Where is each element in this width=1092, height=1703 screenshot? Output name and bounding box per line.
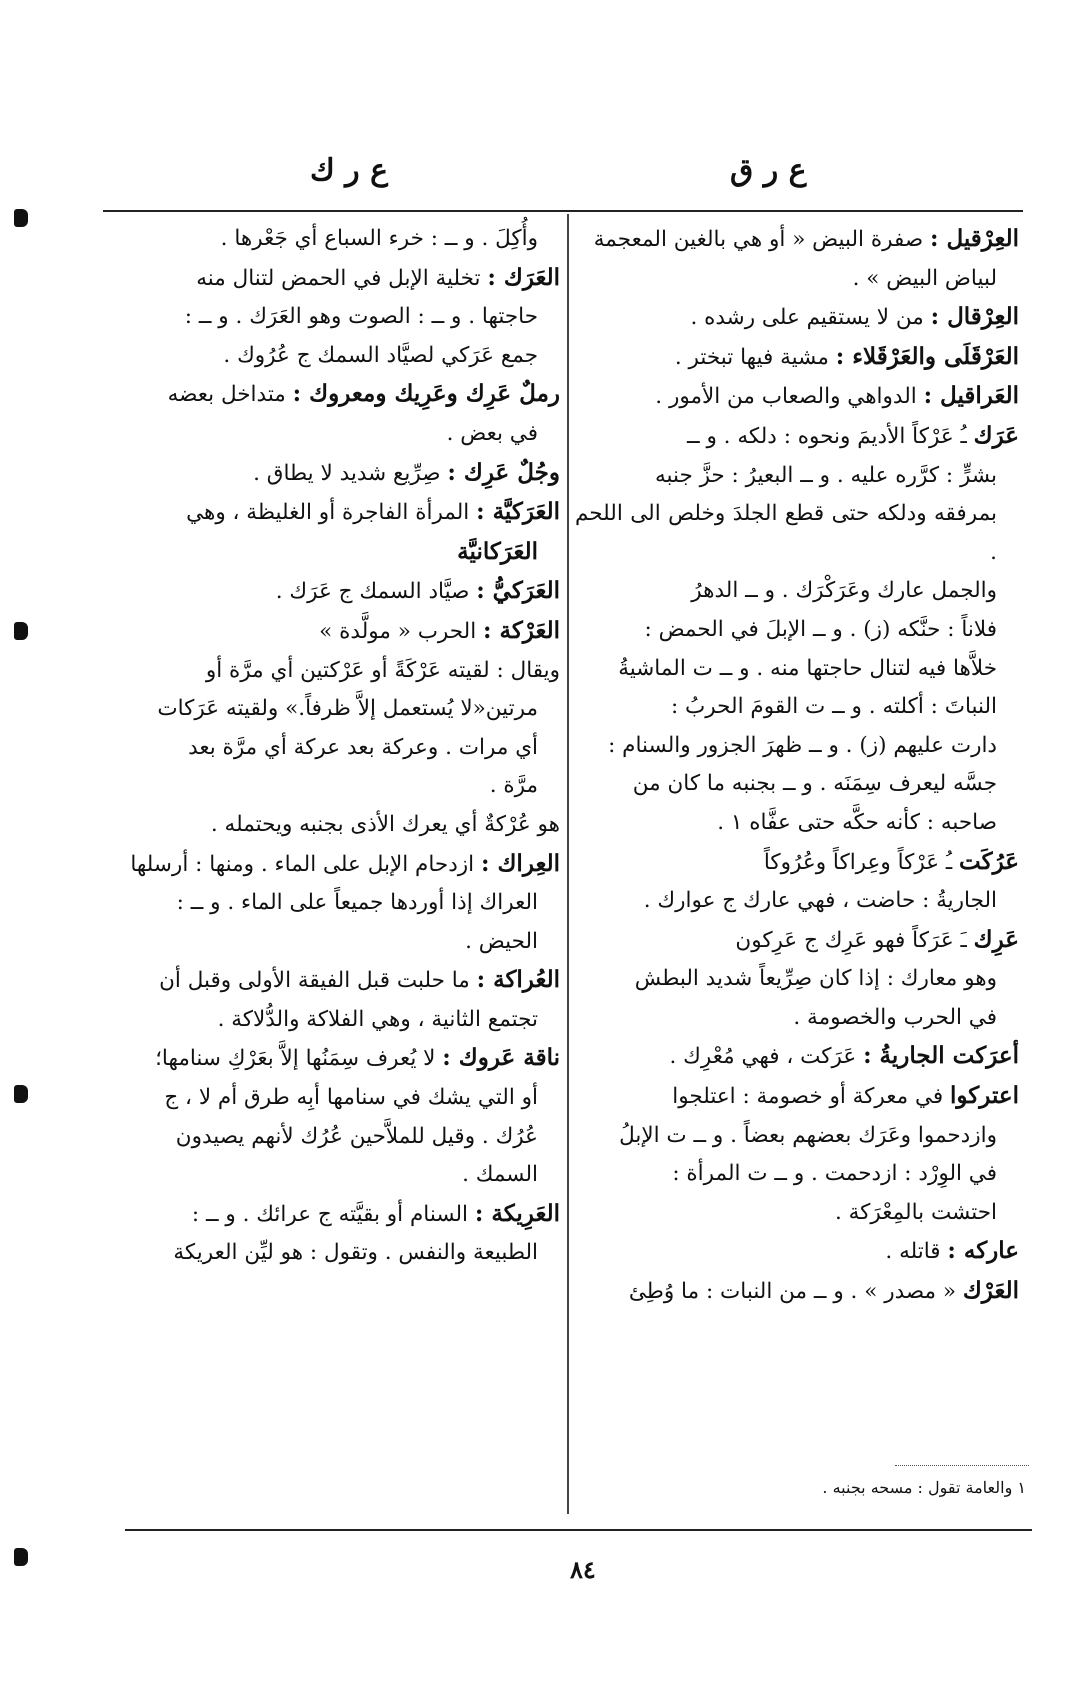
definition-text: مشية فيها تبختر . (674, 344, 836, 370)
definition-text: وهو معارك : إذا كان صِرِّيعاً شديد البطش (634, 966, 997, 992)
entry-line (575, 765, 1019, 804)
root-header-left: ع ر ك (310, 153, 389, 188)
entry-line (575, 921, 1019, 961)
left-column (108, 220, 560, 1273)
footnote-rule (895, 1465, 1029, 1466)
headword: العُراكة : (476, 966, 560, 994)
headword: العَرِيكة : (474, 1199, 560, 1227)
headword: وجُلٌ عَرِك : (447, 458, 560, 486)
entry-line (108, 337, 560, 376)
definition-text: تخلية الإبل في الحمض لتنال منه (196, 265, 488, 291)
entry-line (108, 259, 560, 299)
definition-text: حاجتها . و ــ : الصوت وهو العَرَك . و ــ : (184, 304, 538, 330)
entry-line (108, 1156, 560, 1195)
entry-line (575, 338, 1019, 378)
definition-text: متداخل بعضه (167, 382, 293, 408)
column-divider (567, 214, 569, 1514)
definition-text: احتشت بالمِعْرَكة . (834, 1199, 997, 1225)
definition-text: عَرَكت ، فهي مُعْرِك . (669, 1044, 864, 1070)
definition-text: الدواهي والصعاب من الأمور . (655, 384, 924, 410)
entry-line (575, 1272, 1019, 1312)
entry-line (108, 806, 560, 845)
entry-line (108, 298, 560, 337)
definition-text: السنام أو بقيَّته ج عرائك . و ــ : (191, 1201, 475, 1227)
definition-text: ما حلبت قبل الفيقة الأولى وقبل أن (159, 968, 477, 994)
headword: العَرْكة : (483, 616, 560, 644)
headword: العَرَك : (487, 263, 560, 291)
definition-text: الجاريةُ : حاضت ، فهي عارك ج عوارك . (643, 888, 997, 914)
entry-line (575, 688, 1019, 727)
entry-line (575, 1232, 1019, 1272)
entry-line (575, 727, 1019, 766)
entry-line (575, 804, 1019, 843)
entry-line (575, 495, 1019, 572)
edge-mark (14, 1548, 28, 1566)
definition-text: صيَّاد السمك ج عَرَك . (275, 579, 477, 605)
headword: عاركه : (947, 1237, 1019, 1265)
definition-text: والجمل عارك وعَرَكْرَك . و ــ الدهرُ (691, 578, 997, 604)
entry-line (575, 457, 1019, 496)
entry-line (575, 260, 1019, 299)
definition-text: ـُ عَرْكاً وعِراكاً وعُرُوكاً (763, 849, 960, 875)
definition-text: بمرفقه ودلكه حتى قطع الجلدَ وخلص الى اللحم . (575, 501, 997, 565)
entry-line (108, 612, 560, 652)
headword: العَرْقَلَى والعَرْقَلاء : (835, 342, 1019, 370)
entry-line (575, 220, 1019, 260)
definition-text: لبياض البيض » . (852, 265, 997, 291)
entry-line (108, 923, 560, 962)
entry-line (575, 298, 1019, 338)
edge-mark (14, 622, 28, 640)
definition-text: الحرب « مولَّدة » (319, 618, 484, 644)
headword: العِرْقيل : (929, 225, 1019, 252)
entry-line (575, 1194, 1019, 1233)
entry-line (108, 220, 560, 259)
definition-text: صاحبه : كأنه حكَّه حتى عفَّاه ١ . (717, 809, 997, 835)
headword: العَرَكانيَّة (457, 537, 538, 565)
entry-line (108, 1001, 560, 1040)
definition-text: عُرُك . وقيل للملاَّحين عُرُك لأنهم يصيدون (175, 1123, 538, 1149)
entry-line (108, 533, 560, 573)
entry-line (575, 1037, 1019, 1077)
entry-line (108, 1195, 560, 1235)
definition-text: دارت عليهم (ز) . و ــ ظهرَ الجزور والسنام : (608, 732, 997, 758)
edge-mark (14, 209, 28, 227)
entry-line (108, 767, 560, 806)
definition-text: في بعض . (446, 420, 538, 446)
entry-line (108, 454, 560, 494)
headword: العِراك : (480, 849, 560, 877)
entry-line (575, 572, 1019, 611)
entry-line (575, 999, 1019, 1038)
definition-text: المرأة الفاجرة أو الغليظة ، وهي (186, 500, 477, 526)
entry-line (575, 650, 1019, 689)
headword: العِرْقال : (930, 303, 1019, 331)
headword: ناقة عَروك : (442, 1044, 560, 1072)
definition-text: صِرِّيع شديد لا يطاق . (253, 460, 448, 486)
definition-text: الحيض . (465, 928, 538, 954)
entry-line (108, 1079, 560, 1118)
entry-line (108, 493, 560, 533)
headword: عَرِك (973, 925, 1019, 953)
entry-line (575, 417, 1019, 457)
definition-text: ـَ عَرَكاً فهو عَرِك ج عَرِكون (735, 927, 974, 953)
definition-text: جمع عَرَكي لصيَّاد السمك ج عُرُوك . (223, 342, 538, 368)
entry-line (108, 845, 560, 885)
header-rule (103, 210, 1023, 212)
definition-text: وأُكِلَ . و ــ : خرء السباع أي جَعْرها . (220, 226, 538, 251)
definition-text: ازدحام الإبل على الماء . ومنها : أرسلها (130, 851, 481, 877)
entry-line (575, 377, 1019, 417)
headword: رملٌ عَرِك وعَرِيك ومعروك : (292, 380, 560, 408)
definition-text: قاتله . (885, 1239, 948, 1265)
headword: العَرْك (962, 1277, 1019, 1305)
definition-text: جسَّه ليعرف سِمَنَه . و ــ بجنبه ما كان من (632, 771, 997, 797)
footer-rule (125, 1529, 1032, 1531)
definition-text: في الحرب والخصومة . (793, 1004, 997, 1030)
definition-text: فلاناً : حنَّكه (ز) . و ــ الإبلَ في الحمض : (644, 616, 997, 642)
definition-text: ـُ عَرْكاً الأديمَ ونحوه : دلكه . و ــ (687, 423, 974, 449)
definition-text: مرتين«لا يُستعمل إلاَّ ظرفاً.» ولقيته عَرَكات (157, 696, 538, 722)
definition-text: العراك إذا أوردها جميعاً على الماء . و ــ : (176, 890, 538, 916)
definition-text: مرَّة . (489, 773, 538, 799)
definition-text: هو عُرْكةٌ أي يعرك الأذى بجنبه ويحتمله . (210, 811, 560, 837)
entry-line (108, 375, 560, 415)
entry-line (108, 690, 560, 729)
definition-text: صفرة البيض « أو هي بالغين المعجمة (593, 227, 930, 252)
page-number: ٨٤ (570, 1555, 596, 1584)
right-column (575, 220, 1019, 1312)
headword: العَرَكيُّ : (476, 577, 560, 605)
headword: اعتركوا (950, 1082, 1019, 1110)
root-header-right: ع ر ق (730, 153, 807, 188)
entry-line (108, 729, 560, 768)
entry-line (575, 1077, 1019, 1117)
entry-line (575, 882, 1019, 921)
definition-text: في الوِرْد : ازدحمت . و ــ ت المرأة : (672, 1161, 997, 1187)
entry-line (575, 843, 1019, 883)
definition-text: أي مرات . وعركة بعد عركة أي مرَّة بعد (188, 734, 538, 760)
entry-line (108, 1118, 560, 1157)
definition-text: بشرٍّ : كرَّره عليه . و ــ البعيرُ : حزَّ جنبه (654, 462, 997, 488)
entry-line (575, 1155, 1019, 1194)
definition-text: في معركة أو خصومة : اعتلجوا (672, 1084, 951, 1110)
definition-text: وازدحموا وعَرَك بعضهم بعضاً . و ــ ت الإبلُ (619, 1122, 997, 1148)
entry-line (108, 652, 560, 691)
headword: أعرَكت الجاريةُ : (863, 1042, 1019, 1070)
definition-text: خلاَّها فيه لتنال حاجتها منه . و ــ ت الماشيةُ (618, 655, 997, 681)
entry-line (575, 960, 1019, 999)
definition-text: لا يُعرف سِمَنُها إلاَّ بعَرْكِ سنامها؛ (155, 1046, 443, 1072)
definition-text: من لا يستقيم على رشده . (690, 305, 931, 331)
entry-line (108, 961, 560, 1001)
definition-text: ويقال : لقيته عَرْكَةً أو عَرْكتين أي مرَّة أو (205, 657, 560, 683)
entry-line (108, 1039, 560, 1079)
entry-line (108, 572, 560, 612)
definition-text: النباتَ : أكلته . و ــ ت القومَ الحربُ : (670, 694, 997, 720)
headword: العَراقيل : (923, 382, 1019, 410)
edge-mark (14, 1085, 28, 1103)
headword: العَرَكيَّة : (476, 498, 560, 526)
definition-text: الطبيعة والنفس . وتقول : هو ليِّن العريكة (173, 1240, 538, 1266)
definition-text: « مصدر » . و ــ من النبات : ما وُطِئ (628, 1279, 963, 1305)
definition-text: تجتمع الثانية ، وهي الفلاكة والدُّلاكة . (217, 1006, 538, 1032)
entry-line (575, 611, 1019, 650)
entry-line (108, 415, 560, 454)
footnote: ١ والعامة تقول : مسحه بجنبه . (822, 1478, 1026, 1497)
headword: عَرُكَت (959, 847, 1019, 875)
headword: عَرَك (973, 421, 1019, 449)
entry-line (108, 884, 560, 923)
entry-line (108, 1234, 560, 1273)
definition-text: أو التي يشك في سنامها أبِه طرق أم لا ، ج (164, 1085, 538, 1111)
entry-line (575, 1117, 1019, 1156)
definition-text: السمك . (462, 1162, 538, 1188)
